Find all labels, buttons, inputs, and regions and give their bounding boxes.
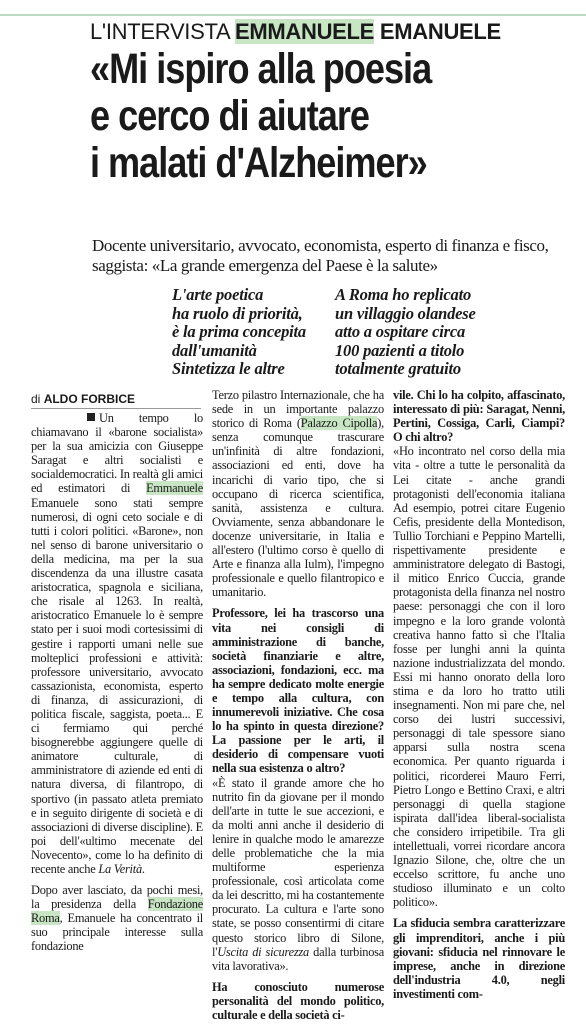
highlighted-palace: Palazzo Cipolla bbox=[300, 416, 378, 431]
pull-quote-line: totalmente gratuito bbox=[335, 359, 461, 379]
byline-prefix: di bbox=[31, 392, 41, 406]
kicker bbox=[90, 20, 501, 44]
pull-quote-line: è la prima concepita bbox=[172, 322, 306, 342]
pull-quote-right bbox=[335, 286, 476, 379]
pull-quote-line: atto a ospitare circa bbox=[335, 322, 466, 342]
paragraph: Terzo pilastro Internazionale, che ha sede in un importante palazzo storico di Roma (Palazzo Cipolla), senza comunque trascurare un'infinità di altre fondazioni, associazioni ed enti, dove ha incarichi di vario tipo, che si occupano di ricerca scientifica, sanità, assistenza e cultura. Ovviamente, senza abbandonare le docenze universitarie, in Italia e all'estero (l'ultimo corso è quello di Arte e finanza alla Iulm), l'impegno professionale e quello filantropico e umanitario. bbox=[212, 388, 384, 600]
article-column-1 bbox=[31, 411, 203, 954]
pull-quote-line: A Roma ho replicato bbox=[335, 285, 472, 304]
headline-line-3: i malati d'Alzheimer» bbox=[90, 139, 427, 187]
pull-quote-left bbox=[172, 286, 306, 379]
subtitle: Docente universitario, avvocato, economista, esperto di finanza e fisco, saggista: «La grande emergenza del Paese è la salute» bbox=[92, 236, 549, 275]
article-column-2 bbox=[212, 388, 384, 1022]
headline bbox=[90, 46, 493, 187]
interview-answer: «È stato il grande amore che ho nutrito fin da giovane per il mondo dell'arte in tutte le sue accezioni, e da molti anni anche il desiderio di lenire in qualche modo le amarezze delle problematiche che la mia multiforme esperienza professionale, così articolata come da lei descritto, mi ha costantemente procurato. La cultura e l'arte sono state, se posso consentirmi di citare questo storico libro di Silone, l'Uscita di sicurezza dalla turbinosa vita lavorativa». bbox=[212, 775, 385, 973]
pull-quote-line: un villaggio olandese bbox=[335, 303, 476, 323]
byline bbox=[31, 392, 201, 409]
headline-line-2: e cerco di aiutare bbox=[90, 92, 369, 140]
interview-answer: «Ho incontrato nel corso della mia vita - oltre a tutte le personalità da Lei citate - anche grandi protagonisti dell'economia italiana Ad esempio, potrei citare Eugenio Cefis, presidente della Montedison, Tullio Torchiani e Peppino Martelli, rispettivamente presidente e amministratore delegato di Bastogi, il mitico Enrico Cuccia, grande protagonista della finanza nel nostro paese: personaggi che con il loro impegno e la loro grande volontà creativa hanno fatto sì che l'Italia fosse per lunghi anni la quinta nazione industrializzata del mondo. Essi mi hanno onorato della loro stima e da loro ho tratto utili insegnamenti. Non mi pare che, nel corso dei lustri successivi, personaggi di tale spessore siano apparsi sulla nostra scena economica. Per quanto riguarda i politici, ricorderei Mauro Ferri, Pietro Longo e Bettino Craxi, e altri personaggi di quella stagione ispirata dall'idea liberal-socialista che considero irripetibile. Tra gli intellettuali, vorrei ricordare ancora Ignazio Silone, che, oltre che un eccelso scrittore, fu anche uno studioso illuminato e un colto politico». bbox=[393, 444, 565, 910]
square-bullet-icon bbox=[87, 413, 95, 421]
kicker-name-last: EMANUELE bbox=[379, 19, 501, 44]
kicker-name-first: EMMANUELE bbox=[234, 19, 375, 44]
interview-question: vile. Chi lo ha colpito, affascinato, interessato di più: Saragat, Nenni, Pertini, Cossiga, Carli, Ciampi? O chi altro? bbox=[393, 388, 565, 445]
byline-author: ALDO FORBICE bbox=[43, 392, 136, 406]
headline-line-1: «Mi ispiro alla poesia bbox=[90, 45, 432, 93]
pull-quote-line: Sintetizza le altre bbox=[172, 359, 285, 379]
pull-quote-line: L'arte poetica bbox=[172, 285, 264, 304]
article-column-3 bbox=[393, 388, 565, 1001]
highlighted-name: Emmanuele bbox=[146, 481, 203, 496]
pull-quote-line: 100 pazienti a titolo bbox=[335, 340, 465, 360]
interview-question: Ha conosciuto numerose personalità del mondo politico, culturale e della società ci- bbox=[212, 979, 384, 1023]
highlighted-foundation: Fondazione Roma bbox=[31, 897, 203, 926]
pull-quote-line: dall'umanità bbox=[172, 340, 257, 360]
paragraph: Dopo aver lasciato, da pochi mesi, la presidenza della Fondazione Roma, Emanuele ha concentrato il suo principale interesse sulla fondazione bbox=[31, 883, 203, 954]
paragraph: Un tempo lo chiamavano il «barone socialista» per la sua amicizia con Giuseppe Saragat e altri socialisti e socialdemocratici. In realtà gli amici ed estimatori di Emmanuele Emanuele sono stati sempre numerosi, di ogni ceto sociale e di tutti i colori politici. «Barone», non nel senso di barone universitario o della medicina, ma per la sua discendenza da una illustre casata aristocratica, spagnola e siciliana, che risale al 1263. In realtà, aristocratico Emanuele lo è sempre stato per i suoi modi cortesissimi di gestire i rapporti umani nelle sue molteplici professioni e attività: professore universitario, avvocato cassazionista, economista, esperto di finanza, di assicurazioni, di politica fiscale, saggista, poeta... E ci fermiamo qui perché bisognerebbe aggiungere quelle di animatore culturale, di amministratore di aziende ed enti di natura diversa, di filantropo, di sportivo (in passato atleta premiato e in seguito dirigente di società e di associazioni di diverse discipline). E poi dell'«ultimo mecenate del Novecento», come lo ha definito di recente anche La Verità. bbox=[31, 411, 203, 876]
pull-quote-line: ha ruolo di priorità, bbox=[172, 303, 303, 323]
kicker-label: L'INTERVISTA bbox=[90, 19, 230, 44]
top-rule bbox=[0, 14, 586, 16]
interview-question: La sfiducia sembra caratterizzare gli imprenditori, anche i più giovani: sfiducia nel rinnovare le imprese, anche in direzione dell'industria 4.0, negli investimenti com- bbox=[393, 916, 565, 1001]
book-title: Uscita di sicurezza bbox=[217, 944, 309, 959]
interview-question: Professore, lei ha trascorso una vita nei consigli di amministrazione di banche, società finanziarie e altre, associazioni, fondazioni, ecc. ma ha sempre dedicato molte energie e tempo alla cultura, con innumerevoli iniziative. Che cosa lo ha spinto in questa direzione? La passione per le arti, il desiderio di compensare vuoti nella sua esistenza o altro? bbox=[212, 606, 384, 776]
newspaper-name: La Verità bbox=[98, 862, 142, 876]
